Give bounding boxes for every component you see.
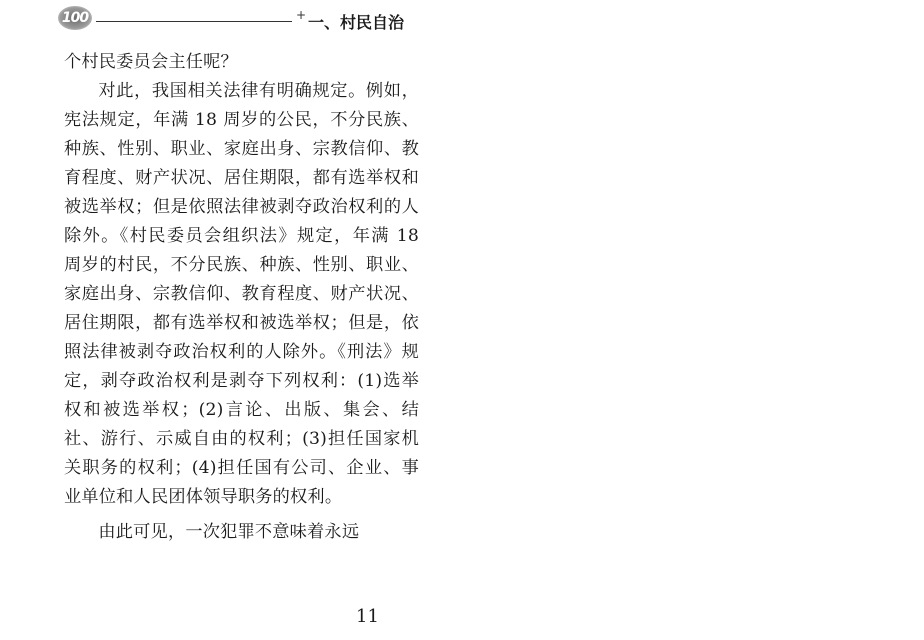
left-body-text [64,48,419,547]
book-logo-icon: 100 [58,6,92,30]
plus-mark-icon: + [296,8,307,22]
paragraph: 对此，我国相关法律有明确规定。例如，宪法规定，年满 18 周岁的公民，不分民族、种族、性别、职业、家庭出身、宗教信仰、教育程度、财产状况、居住期限，都有选举权和被选举权；但是依照法律被剥夺政治权利的人除外。《村民委员会组织法》规定，年满 18 周岁的村民，不分民族、种族、性别、职业、家庭出身、宗教信仰、教育程度、财产状况、居住期限，都有选举权和被选举权；但是，依照法律被剥夺政治权利的人除外。《刑法》规定，剥夺政治权利是剥夺下列权利：(1)选举权和被选举权；(2)言论、出版、集会、结社、游行、示威自由的权利；(3)担任国家机关职务的权利；(4)担任国有公司、企业、事业单位和人民团体领导职务的权利。 [64,81,419,507]
header-rule [96,21,292,22]
paragraph: 由此可见，一次犯罪不意味着永远 [98,522,360,542]
section-title: 一、村民自治 [308,13,405,32]
page-number: 11 [356,606,379,627]
paragraph: 个村民委员会主任呢？ [64,52,238,72]
right-page [462,0,924,640]
